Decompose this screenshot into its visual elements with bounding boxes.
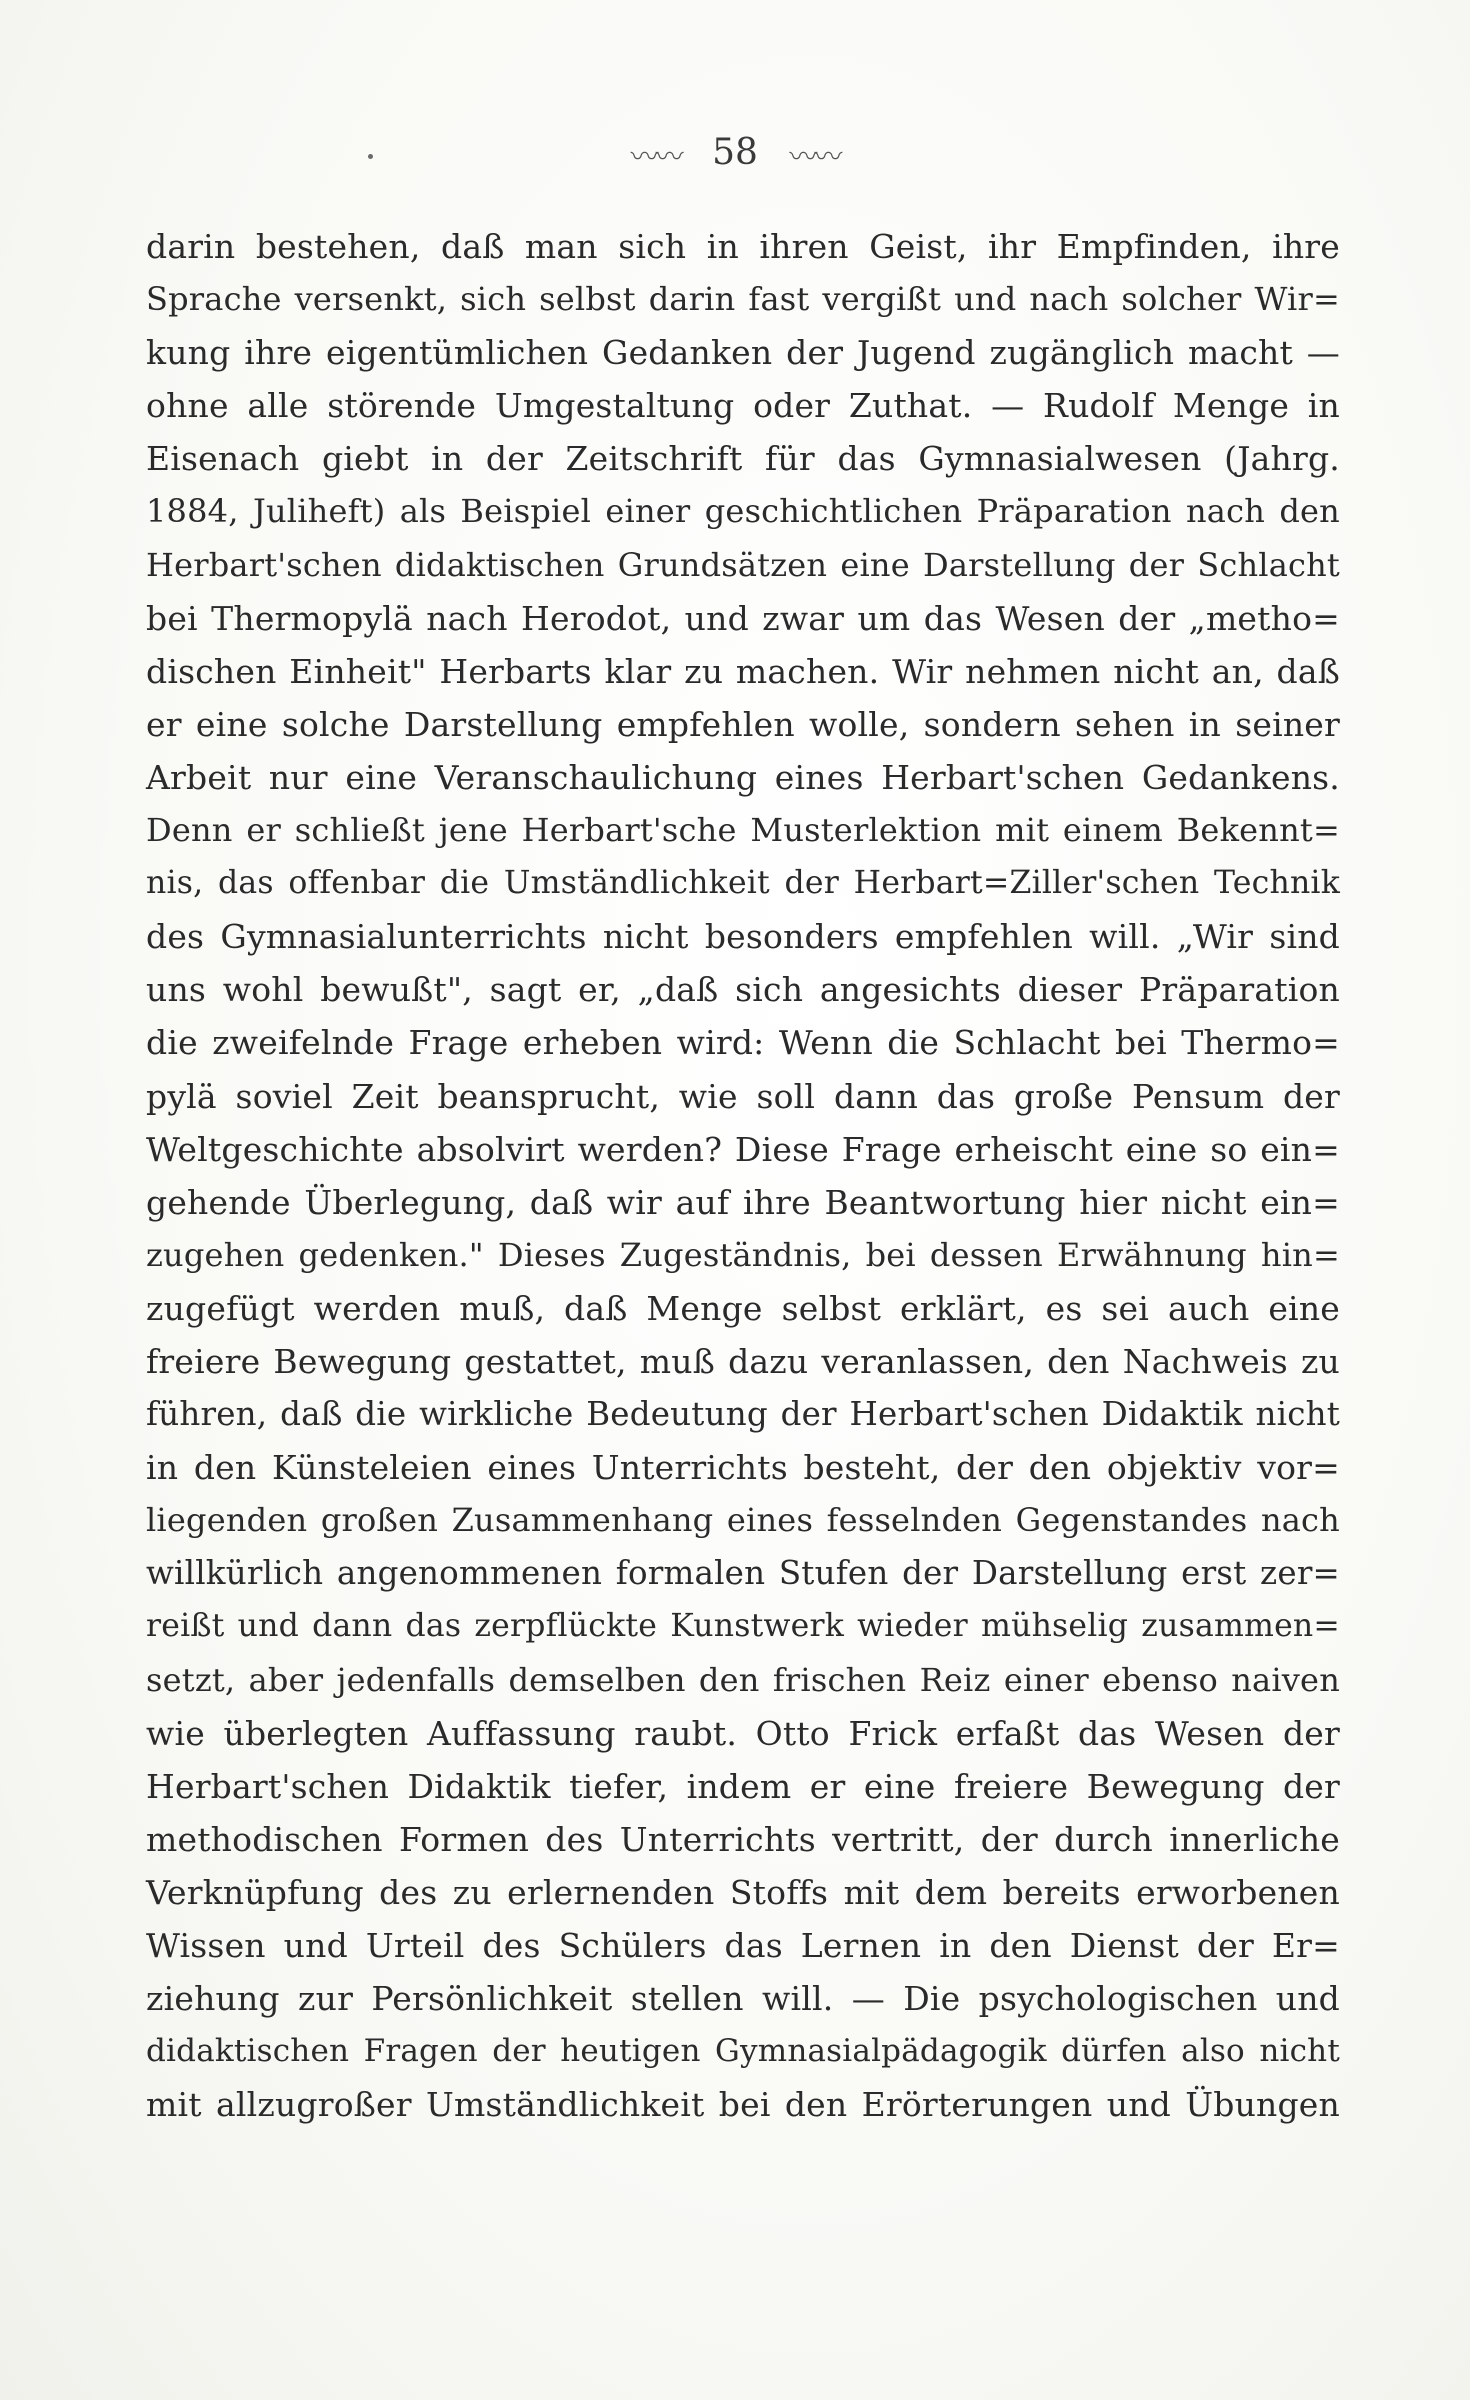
text-line: kung ihre eigentümlichen Gedanken der Jugend zugänglich macht — xyxy=(146,333,1340,373)
text-line: Herbart'schen didaktischen Grundsätzen eine Darstellung der Schlacht xyxy=(146,545,1340,584)
text-line: Arbeit nur eine Veranschaulichung eines Herbart'schen Gedankens. xyxy=(146,757,1340,797)
text-line: zugefügt werden muß, daß Menge selbst erklärt, es sei auch eine xyxy=(146,1288,1340,1328)
text-line: Eisenach giebt in der Zeitschrift für das Gymnasialwesen (Jahrg. xyxy=(146,439,1340,479)
text-line: er eine solche Darstellung empfehlen wolle, sondern sehen in seiner xyxy=(146,704,1340,744)
text-line: darin bestehen, daß man sich in ihren Geist, ihr Empfinden, ihre xyxy=(146,227,1340,266)
text-line: ziehung zur Persönlichkeit stellen will. — Die psychologischen und xyxy=(146,1979,1340,2019)
text-line: reißt und dann das zerpflückte Kunstwerk wieder mühselig zusammen= xyxy=(146,1608,1340,1645)
text-line: gehende Überlegung, daß wir auf ihre Beantwortung hier nicht ein= xyxy=(146,1182,1340,1222)
speck-mark xyxy=(368,154,373,159)
text-line: mit allzugroßer Umständlichkeit bei den Erörterungen und Übungen xyxy=(146,2085,1340,2125)
text-line: willkürlich angenommenen formalen Stufen der Darstellung erst zer= xyxy=(146,1554,1340,1593)
text-line: des Gymnasialunterrichts nicht besonders empfehlen will. „Wir sind xyxy=(146,917,1340,957)
text-line: Wissen und Urteil des Schülers das Lernen in den Dienst der Er= xyxy=(146,1926,1340,1965)
text-line: wie überlegten Auffassung raubt. Otto Frick erfaßt das Wesen der xyxy=(146,1713,1340,1753)
ornament-left: 〰〰 xyxy=(630,140,681,173)
text-line: bei Thermopylä nach Herodot, und zwar um das Wesen der „metho= xyxy=(146,598,1340,638)
text-line: liegenden großen Zusammenhang eines fesselnden Gegenstandes nach xyxy=(146,1501,1340,1540)
text-line: Sprache versenkt, sich selbst darin fast vergißt und nach solcher Wir= xyxy=(146,280,1340,319)
text-line: methodischen Formen des Unterrichts vertritt, der durch innerliche xyxy=(146,1819,1340,1859)
page-header xyxy=(0,132,1470,175)
text-line: führen, daß die wirkliche Bedeutung der Herbart'schen Didaktik nicht xyxy=(146,1395,1340,1434)
body-text xyxy=(146,220,1340,2131)
text-line: Herbart'schen Didaktik tiefer, indem er eine freiere Bewegung der xyxy=(146,1766,1340,1806)
text-line: zugehen gedenken." Dieses Zugeständnis, bei dessen Erwähnung hin= xyxy=(146,1235,1340,1274)
text-line: Verknüpfung des zu erlernenden Stoffs mit dem bereits erworbenen xyxy=(146,1872,1340,1912)
text-line: freiere Bewegung gestattet, muß dazu veranlassen, den Nachweis zu xyxy=(146,1341,1340,1381)
text-line: didaktischen Fragen der heutigen Gymnasialpädagogik dürfen also nicht xyxy=(146,2033,1340,2070)
text-line: Denn er schließt jene Herbart'sche Musterlektion mit einem Bekennt= xyxy=(146,811,1340,850)
text-line: die zweifelnde Frage erheben wird: Wenn die Schlacht bei Thermo= xyxy=(146,1023,1340,1063)
text-line: ohne alle störende Umgestaltung oder Zuthat. — Rudolf Menge in xyxy=(146,386,1340,426)
text-line: Weltgeschichte absolvirt werden? Diese Frage erheischt eine so ein= xyxy=(146,1129,1340,1169)
page-number: 58 xyxy=(712,132,758,173)
text-line: 1884, Juliheft) als Beispiel einer geschichtlichen Präparation nach den xyxy=(146,492,1340,531)
text-line: pylä soviel Zeit beansprucht, wie soll dann das große Pensum der xyxy=(146,1076,1340,1116)
text-line: nis, das offenbar die Umständlichkeit der Herbart=Ziller'schen Technik xyxy=(146,865,1340,902)
text-line: setzt, aber jedenfalls demselben den frischen Reiz einer ebenso naiven xyxy=(146,1660,1340,1699)
ornament-right: 〰〰 xyxy=(789,140,840,173)
text-line: dischen Einheit" Herbarts klar zu machen. Wir nehmen nicht an, daß xyxy=(146,651,1340,691)
text-line: uns wohl bewußt", sagt er, „daß sich angesichts dieser Präparation xyxy=(146,970,1340,1010)
text-line: in den Künsteleien eines Unterrichts besteht, der den objektiv vor= xyxy=(146,1448,1340,1488)
